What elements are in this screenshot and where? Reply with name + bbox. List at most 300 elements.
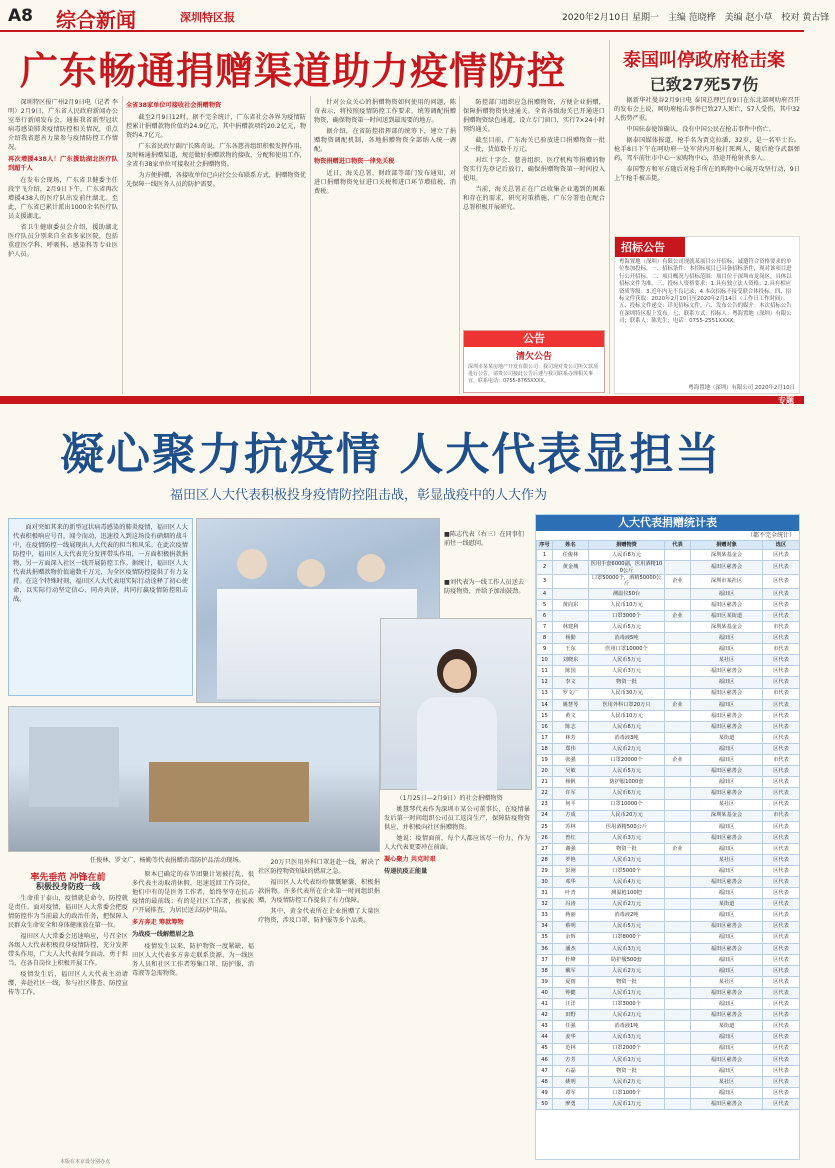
table-cell [665, 561, 691, 575]
table-cell [665, 799, 691, 810]
table-cell: 福田区 [691, 821, 763, 832]
table-cell: 某街道 [691, 732, 763, 743]
table-cell [665, 1032, 691, 1043]
table-cell: 福田区 [691, 755, 763, 766]
table-cell: 人民币6万元 [589, 788, 665, 799]
table-cell: 廖勇 [553, 1099, 589, 1110]
table-header-cell: 捐赠物资 [589, 541, 665, 550]
table-cell: 人民币10万元 [589, 599, 665, 610]
table-row [537, 755, 800, 766]
table-cell: 区代表 [763, 821, 800, 832]
table-row [537, 1021, 800, 1032]
table-cell: 福田区慈善会 [691, 599, 763, 610]
table-cell: 区代表 [763, 610, 800, 621]
table-cell: 21 [537, 777, 553, 788]
table-cell: 潘杰 [553, 943, 589, 954]
table-cell: 1 [537, 550, 553, 561]
table-cell: 福田区慈善会 [691, 1099, 763, 1110]
table-cell [665, 821, 691, 832]
table-cell: 区代表 [763, 888, 800, 899]
table-cell: 陈国 [553, 666, 589, 677]
table-cell: 郑伟 [553, 744, 589, 755]
page-number: A8 [8, 6, 33, 26]
table-cell: 区代表 [763, 910, 800, 921]
table-cell: 口罩8000个 [589, 932, 665, 943]
page-header [0, 0, 830, 32]
notice-head: 公告 [464, 331, 604, 347]
table-cell: 区代表 [763, 1065, 800, 1076]
story1-body [8, 894, 128, 1156]
table-cell: 蔡明 [553, 921, 589, 932]
table-cell: 区代表 [763, 766, 800, 777]
table-cell: 区代表 [763, 1054, 800, 1065]
table-cell: 人民币5万元 [589, 622, 665, 633]
table-cell: 区代表 [763, 633, 800, 644]
table-cell: 区代表 [763, 932, 800, 943]
table-cell: 苏林 [553, 821, 589, 832]
table-cell [553, 588, 589, 599]
table-cell [665, 810, 691, 821]
table-row [537, 633, 800, 644]
paragraph: 据新华社曼谷2月9日电 泰国总理巴育9日在东北部呵叻府召开的发布会上说，呵叻府枪击事件已致27人死亡，57人受伤，其中32人伤势严重。 [614, 97, 800, 122]
table-cell [665, 1010, 691, 1021]
table-cell: 47 [537, 1065, 553, 1076]
table-cell: 林芳 [553, 732, 589, 743]
table-cell: 25 [537, 821, 553, 832]
table-cell: 44 [537, 1032, 553, 1043]
table-cell: 11 [537, 666, 553, 677]
table-cell: 某社区 [691, 799, 763, 810]
table-cell: 某街道 [691, 1021, 763, 1032]
subhead: 为战疫一线解燃眉之急 [132, 931, 194, 938]
table-cell: 姜华 [553, 1032, 589, 1043]
table-cell: 27 [537, 843, 553, 854]
table-row [537, 766, 800, 777]
table-cell: 福田区慈善会 [691, 561, 763, 575]
table-cell [665, 977, 691, 988]
table-cell: 企业 [665, 610, 691, 621]
table-cell: 福田区 [691, 588, 763, 599]
table-cell: 福田区慈善会 [691, 832, 763, 843]
table-cell [665, 1021, 691, 1032]
subhead: 再次增援438人！广东援助湖北医疗队到超千人 [8, 156, 118, 172]
table-row [537, 550, 800, 561]
table-cell: 福田区慈善会 [691, 666, 763, 677]
table-cell: 人民币3万元 [589, 666, 665, 677]
table-cell: 福田区 [691, 633, 763, 644]
table-cell: 某街道 [691, 899, 763, 910]
table-cell: 福田区 [691, 1065, 763, 1076]
table-cell: 人民币8万元 [589, 721, 665, 732]
table-cell: 企业 [665, 843, 691, 854]
table-cell: 医用外科口罩20万只 [589, 699, 665, 710]
table-title: 人大代表捐赠统计表 [536, 515, 799, 531]
table-cell: 区代表 [763, 866, 800, 877]
table-cell: 23 [537, 799, 553, 810]
table-row [537, 699, 800, 710]
table-cell: 防护服1000套 [589, 777, 665, 788]
table-cell: 医用手套6000副，医用酒精100公斤 [589, 561, 665, 575]
table-cell: 区代表 [763, 744, 800, 755]
table-cell: 区代表 [763, 843, 800, 854]
table-cell: 8 [537, 633, 553, 644]
table-cell: 福田区慈善会 [691, 710, 763, 721]
table-cell: 物资一批 [589, 977, 665, 988]
table-cell: 福田区 [691, 932, 763, 943]
table-cell [665, 744, 691, 755]
table-cell: 人民币4万元 [589, 877, 665, 888]
table-cell: 人民币10万元 [589, 710, 665, 721]
table-unit: （都不完全统计） [746, 532, 795, 539]
table-cell: 13 [537, 688, 553, 699]
table-cell: 企业 [665, 699, 691, 710]
table-cell: 区代表 [763, 788, 800, 799]
table-cell: 谢强 [553, 843, 589, 854]
table-cell [665, 965, 691, 976]
feature-headline: 凝心聚力抗疫情 人大代表显担当 [60, 429, 722, 480]
header-meta [562, 10, 835, 23]
table-cell: 45 [537, 1043, 553, 1054]
top-story-col-4 [463, 98, 605, 326]
paragraph: 疫情发生后，福田区人大代表主动请缨，奔赴社区一线，参与社区排查、防控宣传等工作。 [8, 971, 128, 996]
table-row [537, 977, 800, 988]
table-cell: 口罩3000个 [589, 610, 665, 621]
table-cell: 黄文 [553, 710, 589, 721]
table-cell: 区代表 [763, 666, 800, 677]
table-cell: 某社区 [691, 854, 763, 865]
table-row [537, 999, 800, 1010]
table-cell: 人民币3万元 [589, 943, 665, 954]
notice-box [463, 330, 605, 393]
table-cell: 人民币2万元 [589, 965, 665, 976]
table-cell [665, 1087, 691, 1098]
table-cell: 福田区 [691, 677, 763, 688]
paragraph: 近日，海关总署、财政部等部门发布通知，对进口捐赠物资免征进口关税和进口环节增值税、消费税。 [314, 170, 456, 195]
table-cell: 福田区 [691, 843, 763, 854]
table-cell [665, 888, 691, 899]
table-cell: 人民币2万元 [589, 1076, 665, 1087]
table-cell: 任强 [553, 1021, 589, 1032]
table-cell: 2 [537, 561, 553, 575]
table-cell [665, 666, 691, 677]
table-cell: 某社区 [691, 1076, 763, 1087]
table-cell: 24 [537, 810, 553, 821]
paragraph: 针对公众关心的捐赠物资如何使用的问题，陈奇表示，将按照疫情防控工作要求，统筹调配捐赠物资，确保物资第一时间送到最需要的地方。 [314, 99, 456, 124]
table-cell: 区代表 [763, 1099, 800, 1110]
story1-title: 率先垂范 冲锋在前 [30, 873, 106, 883]
table-cell: 福田区 [691, 999, 763, 1010]
table-cell: 人民币1万元 [589, 854, 665, 865]
table-cell: 福田区慈善会 [691, 721, 763, 732]
paragraph: 当前，海关总署正在广泛收集企业遇到的困难和存在的需求，研究对策措施，广东分署也在配合总署积极开展研究。 [463, 186, 605, 211]
table-cell: 钟健 [553, 988, 589, 999]
table-cell: 区代表 [763, 777, 800, 788]
story2-body [132, 870, 254, 1156]
table-row [537, 721, 800, 732]
table-cell: 口罩10000个 [589, 799, 665, 810]
photo-speaker [380, 618, 532, 790]
table-row [537, 644, 800, 655]
table-cell [553, 610, 589, 621]
table-cell: 口罩1000个 [589, 1087, 665, 1098]
table-row [537, 732, 800, 743]
table-cell: 区代表 [763, 854, 800, 865]
table-row [537, 588, 800, 599]
table-row [537, 610, 800, 621]
table-cell: 防护服500套 [589, 954, 665, 965]
table-cell: 福田区 [691, 965, 763, 976]
table-cell: 29 [537, 866, 553, 877]
table-cell: 区代表 [763, 899, 800, 910]
table-cell: 区代表 [763, 655, 800, 666]
table-cell [665, 588, 691, 599]
table-row [537, 688, 800, 699]
table-cell: 人民币2万元 [589, 899, 665, 910]
table-cell: 12 [537, 677, 553, 688]
feature-lead [13, 523, 188, 691]
issue-date: 2020年2月10日 星期一 [562, 13, 659, 23]
table-cell: 方成 [553, 810, 589, 821]
table-cell: 区代表 [763, 954, 800, 965]
table-cell: 深圳某基金会 [691, 810, 763, 821]
table-row [537, 1076, 800, 1087]
table-cell: 区代表 [763, 1021, 800, 1032]
top-story-col-3 [314, 98, 456, 394]
table-cell: 42 [537, 1010, 553, 1021]
table-cell: 区代表 [763, 977, 800, 988]
table-row [537, 877, 800, 888]
table-cell: 方芳 [553, 1054, 589, 1065]
table-cell: 医用酒精500公斤 [589, 821, 665, 832]
table-cell: 31 [537, 888, 553, 899]
table-cell: 福田区慈善会 [691, 688, 763, 699]
table-cell: 区代表 [763, 877, 800, 888]
table-cell: 43 [537, 1021, 553, 1032]
table-cell: 汪洋 [553, 999, 589, 1010]
table-row [537, 574, 800, 588]
table-cell [665, 1076, 691, 1087]
table-cell: 杨帆 [553, 777, 589, 788]
table-cell [665, 766, 691, 777]
story3-body [258, 858, 380, 1156]
table-cell [665, 1065, 691, 1076]
table-cell: 福田区慈善会 [691, 988, 763, 999]
table-cell [665, 677, 691, 688]
feature-subheadline: 福田区人大代表积极投身疫情防控阻击战，彰显战疫中的人大作为 [170, 488, 548, 503]
table-cell: 人民币20万元 [589, 810, 665, 821]
table-cell: 48 [537, 1076, 553, 1087]
table-cell: 蒋丽 [553, 910, 589, 921]
paragraph: 防控部门组织应急捐赠物资，方便企业捐赠，保障捐赠物资快速通关。全省各级海关已开通进口捐赠物资绿色通道，设立专门窗口，实行7×24小时预约通关。 [463, 99, 605, 133]
table-cell: 口罩5000个 [589, 866, 665, 877]
table-cell: 福田区慈善会 [691, 766, 763, 777]
table-cell: 福田区 [691, 1043, 763, 1054]
notice-body: 深圳市某某房地产开发有限公司：我司现对贵公司所欠款项进行公告，请贵公司接此公告后速与我司联系办理相关事宜。联系电话：0755-8765XXXX。 [468, 364, 599, 384]
ad-footer: 粤海置地（深圳）有限公司 2020年2月10日 [688, 385, 795, 391]
top-story-col-2 [126, 98, 306, 394]
table-row [537, 1087, 800, 1098]
table-row [537, 788, 800, 799]
ad-head: 招标公告 [615, 237, 685, 257]
photo-donation [8, 706, 380, 852]
table-cell: 许军 [553, 788, 589, 799]
table-cell: 口罩50000个，酒精50000公斤 [589, 574, 665, 588]
table-cell: 福田区慈善会 [691, 943, 763, 954]
table-row [537, 954, 800, 965]
feature-lead-box [8, 518, 193, 696]
table-cell: 区代表 [763, 1087, 800, 1098]
table-cell: 区代表 [763, 699, 800, 710]
table-cell: 区代表 [763, 732, 800, 743]
table-cell: 人民币8万元 [589, 550, 665, 561]
paragraph: 面对突如其来的新型冠状病毒感染的肺炎疫情，福田区人大代表积极响应号召，闻令而动，迅速投入到这场没有硝烟的战斗中，在疫情防控一线展现出人大代表的担当和风采。在此次疫情防控中，福田区人大代表充分发挥带头作用，一方面积极捐款捐物，另一方面深入社区一线开展防控工作。据统计，福田区人大代表共捐赠款物价值逾数千万元，为全区疫情防控提供了有力支持。在这个特殊时刻，福田区人大代表用实际行动诠释了初心使命，以实际行动坚定信心、同舟共济，共同打赢疫情防控阻击战。 [13, 524, 188, 603]
table-cell: 38 [537, 965, 553, 976]
table-row [537, 988, 800, 999]
table-cell [553, 574, 589, 588]
subhead: 多方奔走 筹款筹物 [132, 919, 184, 926]
paragraph: 省卫生健康委员会介绍，援助湖北医疗队员分别来自全省多家医院，包括重症医学科、呼吸科、感染科等专业医护人员。 [8, 224, 118, 258]
table-cell: 消毒液3吨 [589, 732, 665, 743]
table-cell: 福田区 [691, 866, 763, 877]
table-cell: 王东 [553, 644, 589, 655]
table-cell: 张强 [553, 755, 589, 766]
table-row [537, 666, 800, 677]
table-row [537, 899, 800, 910]
paragraph: 广东省民政厅副厅长陈奇说，广东各慈善组织积极发挥作用，及时畅通捐赠渠道，规范做好捐赠款物的接收、分配和使用工作，全省有38家单位可接收社会捐赠物资。 [126, 143, 306, 168]
table-cell: 福田区 [691, 888, 763, 899]
table-cell: 市代表 [763, 622, 800, 633]
table-cell [665, 710, 691, 721]
table-cell: 区代表 [763, 1043, 800, 1054]
table-cell: 区代表 [763, 799, 800, 810]
table-cell: 姚明 [553, 1076, 589, 1087]
table-cell: 戴军 [553, 965, 589, 976]
side-headline: 泰国叫停政府枪击案 [623, 50, 785, 71]
table-cell: 刘晓东 [553, 655, 589, 666]
caption-right-2: ■刘代表为一线工作人员送去防疫物资，并给予加油鼓劲。 [444, 579, 525, 595]
table-cell: 范林 [553, 1043, 589, 1054]
paragraph: 疫情发生以来，防护物资一度紧缺，福田区人大代表多方奔走联系货源，为一线医务人员和社区工作者筹集口罩、防护服、消毒液等急需物资。 [132, 943, 254, 977]
table-cell [665, 832, 691, 843]
table-cell [665, 899, 691, 910]
table-cell [665, 921, 691, 932]
table-row [537, 1065, 800, 1076]
table-row [537, 1010, 800, 1021]
table-cell [665, 943, 691, 954]
table-cell: 9 [537, 644, 553, 655]
table-cell [665, 599, 691, 610]
table-cell: 杜峰 [553, 954, 589, 965]
table-row [537, 677, 800, 688]
paragraph: 生命重于泰山，疫情就是命令，防控就是责任。面对疫情，福田区人大常委会把疫情防控作为当前最大的政治任务，把保障人民群众生命安全和身体健康放在第一位。 [8, 895, 128, 929]
table-cell: 人民币1万元 [589, 1099, 665, 1110]
table-cell: 任俊林 [553, 550, 589, 561]
table-cell [665, 1099, 691, 1110]
table-cell: 市代表 [763, 755, 800, 766]
table-cell: 人民币5万元 [589, 766, 665, 777]
paragraph: 据介绍，在省防控指挥部的统筹下，建立了捐赠物资调配机制，各地捐赠物资全部纳入统一调配。 [314, 128, 456, 153]
table-cell [665, 777, 691, 788]
table-row [537, 1032, 800, 1043]
paragraph: 为方便捐赠，各接收单位已向社会公布联系方式，捐赠物资优先保障一线医务人员的防护需要。 [126, 172, 306, 188]
table-cell: 消毒液1吨 [589, 1021, 665, 1032]
paragraph: 截至目前，广东海关已验放进口捐赠物资一批又一批，货值数千万元。 [463, 137, 605, 153]
table-cell: 37 [537, 954, 553, 965]
table-cell: 何平 [553, 799, 589, 810]
table-cell: 罗艳 [553, 854, 589, 865]
table-header-cell: 代表 [665, 541, 691, 550]
table-cell: 人民币5万元 [589, 921, 665, 932]
table-cell: 市代表 [763, 688, 800, 699]
table-row [537, 799, 800, 810]
table-cell: 深圳某基金会 [691, 550, 763, 561]
table-cell: 杨勤 [553, 633, 589, 644]
table-cell: 16 [537, 721, 553, 732]
table-cell: 4 [537, 588, 553, 599]
side-subheadline: 已致27死57伤 [649, 75, 759, 94]
table-cell: 林建利 [553, 622, 589, 633]
table-cell: 6 [537, 610, 553, 621]
table-cell: 人民币3万元 [589, 1032, 665, 1043]
table-cell: 区代表 [763, 574, 800, 588]
table-cell [665, 910, 691, 921]
table-cell: 田野 [553, 1010, 589, 1021]
table-cell: 深圳市某社区 [691, 574, 763, 588]
paragraph: 截至2月9日12时，据不完全统计，广东省社会各界为疫情防控累计捐赠款物价值约24.9亿元，其中捐赠款项约20.2亿元，物资约4.7亿元。 [126, 114, 306, 139]
table-cell: 冯涛 [553, 899, 589, 910]
table-cell: 陈志 [553, 721, 589, 732]
table-cell: 福田区慈善会 [691, 1010, 763, 1021]
table-cell: 黄金城 [553, 561, 589, 575]
table-cell: 市代表 [763, 644, 800, 655]
paragraph: 中国驻泰使馆确认，没有中国公民在枪击事件中伤亡。 [626, 126, 775, 133]
table-cell: 福田区某街道 [691, 610, 763, 621]
subhead: 传递抗疫正能量 [384, 868, 428, 875]
table-cell: 区代表 [763, 599, 800, 610]
paragraph: 原本已确定的春节团聚计划被打乱，很多代表主动取消休假，迅速返回工作岗位。他们中有的是医务工作者，始终坚守在抗击疫情的最前线；有的是社区工作者，挨家挨户开展排查，为居民送去防护用品。 [132, 871, 254, 914]
table-cell: 福田区 [691, 1087, 763, 1098]
table-cell: 区代表 [763, 832, 800, 843]
table-cell: 物资一批 [589, 677, 665, 688]
subhead: 物资捐赠进口物资一律免关税 [314, 158, 395, 165]
table-cell: 区代表 [763, 561, 800, 575]
proofreader: 校对 黄古锋 [781, 13, 830, 23]
table-cell: 邓华 [553, 877, 589, 888]
table-cell: 福田区慈善会 [691, 921, 763, 932]
table-cell [665, 932, 691, 943]
table-cell [665, 550, 691, 561]
table-cell: 李文 [553, 677, 589, 688]
table-cell: 人民币2万元 [589, 1010, 665, 1021]
table-cell [665, 866, 691, 877]
table-cell [665, 644, 691, 655]
table-cell: 49 [537, 1087, 553, 1098]
notice-title: 清欠公告 [515, 352, 552, 362]
table-cell: 区代表 [763, 550, 800, 561]
table-cell [665, 988, 691, 999]
caption-right-1: ■陈志代表（右三）在同事们前往一线慰问。 [444, 531, 525, 547]
side-story-body [614, 96, 800, 232]
table-cell: 福田区慈善会 [691, 1054, 763, 1065]
top-headline: 广东畅通捐赠渠道助力疫情防控 [20, 48, 567, 93]
story4-body [384, 794, 530, 1156]
paragraph: 在发布会现场，广东省卫健委主任段宇飞介绍，2月9日下午，广东省再次增援438人的医疗队出发前往湖北。至此，广东省已累计派出1000余名医疗队员支援湖北。 [8, 177, 118, 220]
table-cell: 区代表 [763, 677, 800, 688]
table-cell: 福田区 [691, 954, 763, 965]
table-cell: 15 [537, 710, 553, 721]
table-cell: 福田区 [691, 699, 763, 710]
paragraph: 福田区人大代表纷纷慷慨解囊，积极捐款捐物。许多代表所在企业第一时间组织捐赠，为疫情防控工作提供了有力保障。 [258, 879, 380, 904]
